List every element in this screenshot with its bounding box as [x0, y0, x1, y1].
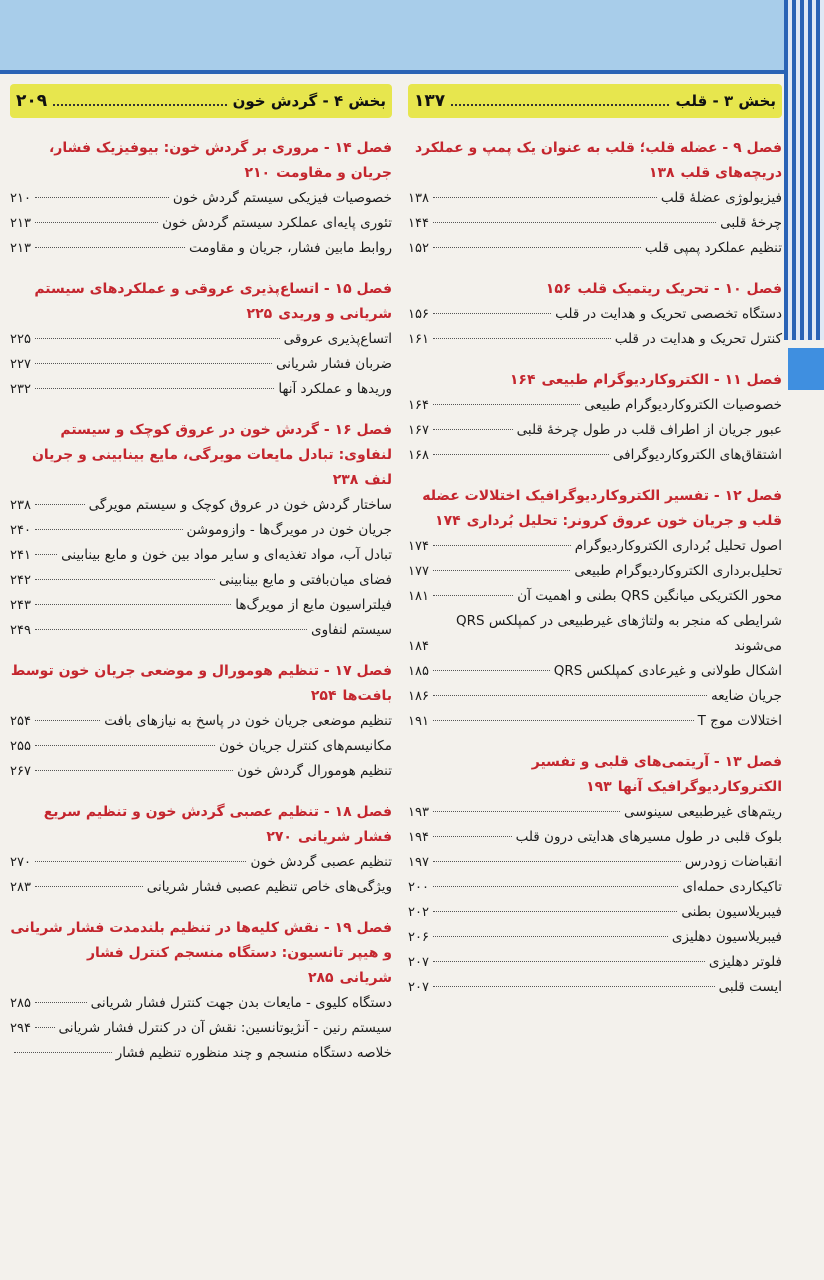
toc-entry[interactable]	[10, 991, 392, 1016]
entry-page: ۱۹۱	[408, 714, 429, 729]
leader-dots	[433, 861, 681, 862]
chapter-title-text: فصل ۱۶ - گردش خون در عروق کوچک و سیستم لنفاوی: تبادل مایعات مویرگی، مایع بینابینی و جریان لنف	[31, 422, 392, 488]
toc-entry[interactable]	[408, 684, 782, 709]
leader-dots	[14, 1052, 112, 1053]
entry-text: اشکال طولانی و غیرعادی کمپلکس QRS	[553, 663, 782, 679]
toc-entry[interactable]	[408, 418, 782, 443]
entry-page: ۱۸۶	[408, 689, 429, 704]
section-header	[10, 84, 392, 118]
entry-page: ۲۴۰	[10, 523, 31, 538]
leader-dots	[433, 961, 705, 962]
chapter-title[interactable]	[10, 277, 392, 327]
entry-page: ۱۷۷	[408, 564, 429, 579]
entry-text: ضربان فشار شریانی	[275, 356, 392, 372]
leader-dots	[433, 545, 571, 546]
page-top-rule	[0, 70, 824, 74]
entry-page: ۱۹۷	[408, 855, 429, 870]
entry-page: ۲۸۵	[10, 996, 31, 1011]
leader-dots	[433, 670, 550, 671]
entry-text: بلوک قلبی در طول مسیرهای هدایتی درون قلب	[515, 829, 782, 845]
leader-dots	[35, 222, 158, 223]
toc-entry[interactable]	[408, 659, 782, 684]
entry-text: فیزیولوژی عضلهٔ قلب	[660, 190, 782, 206]
chapter-page: ۲۵۴	[310, 688, 337, 704]
entry-page: ۱۶۷	[408, 423, 429, 438]
entry-page: ۲۸۳	[10, 880, 31, 895]
entry-text: ریتم‌های غیرطبیعی سینوسی	[624, 804, 782, 820]
entry-text: چرخهٔ قلبی	[720, 215, 782, 231]
chapter-title-text: فصل ۱۰ - تحریک ریتمیک قلب	[577, 281, 782, 297]
chapter-title[interactable]	[10, 418, 392, 493]
leader-dots	[433, 429, 513, 430]
entry-text: ایست قلبی	[718, 979, 782, 995]
page-top-band	[0, 0, 824, 72]
entry-text: ویژگی‌های خاص تنظیم عصبی فشار شریانی	[146, 879, 392, 895]
entry-page: ۲۰۶	[408, 930, 429, 945]
toc-entry[interactable]	[408, 186, 782, 211]
toc-entry[interactable]	[10, 236, 392, 261]
chapter-page: ۲۸۵	[307, 970, 334, 986]
toc-column-right	[408, 84, 782, 1016]
entry-page: ۱۶۸	[408, 448, 429, 463]
toc-entry[interactable]	[10, 850, 392, 875]
entry-page: ۲۰۲	[408, 905, 429, 920]
toc-entry[interactable]	[10, 618, 392, 643]
toc-entry[interactable]	[408, 443, 782, 468]
toc-entry[interactable]	[10, 377, 392, 402]
chapter-title[interactable]	[408, 368, 782, 393]
toc-entry[interactable]	[10, 1041, 392, 1066]
leader-dots	[35, 1002, 87, 1003]
leader-dots	[35, 554, 57, 555]
chapter-block	[10, 136, 392, 261]
toc-entry[interactable]	[408, 236, 782, 261]
entry-text: تنظیم عصبی گردش خون	[250, 854, 392, 870]
leader-dots	[433, 222, 716, 223]
chapter-title-text: فصل ۱۸ - تنظیم عصبی گردش خون و تنظیم سریع فشار شریانی	[43, 804, 392, 845]
entry-text: فلوتر دهلیزی	[708, 954, 782, 970]
entry-page: ۲۵۵	[10, 739, 31, 754]
leader-dots	[433, 986, 715, 987]
entry-page: ۲۱۳	[10, 216, 31, 231]
entry-text: فیبریلاسیون دهلیزی	[671, 929, 782, 945]
chapter-title-text: فصل ۱۵ - اتساع‌پذیری عروقی و عملکردهای سیستم شریانی و وریدی	[34, 281, 392, 322]
toc-entry[interactable]	[10, 327, 392, 352]
leader-dots	[433, 247, 641, 248]
chapter-block	[408, 136, 782, 261]
entry-text: تاکیکاردی حمله‌ای	[682, 879, 782, 895]
leader-dots	[433, 338, 611, 339]
leader-dots	[53, 96, 226, 106]
entry-page: ۲۹۴	[10, 1021, 31, 1036]
toc-entry[interactable]	[408, 534, 782, 559]
toc-entry[interactable]	[408, 925, 782, 950]
leader-dots	[433, 886, 679, 887]
entry-page: ۲۷۰	[10, 855, 31, 870]
section-page: ۲۰۹	[16, 91, 48, 111]
entry-page: ۲۳۸	[10, 498, 31, 513]
toc-entry[interactable]	[408, 302, 782, 327]
entry-text: تنظیم عملکرد پمپی قلب	[644, 240, 782, 256]
toc-entry[interactable]	[408, 559, 782, 584]
chapter-page: ۱۵۶	[545, 281, 572, 297]
entry-page: ۲۴۹	[10, 623, 31, 638]
entry-page: ۲۱۰	[10, 191, 31, 206]
chapter-title[interactable]	[10, 800, 392, 850]
chapter-block	[10, 418, 392, 643]
chapter-title[interactable]	[10, 136, 392, 186]
entry-page: ۱۳۸	[408, 191, 429, 206]
leader-dots	[433, 811, 620, 812]
toc-entry[interactable]	[10, 186, 392, 211]
toc-entry[interactable]	[10, 875, 392, 900]
chapter-block	[10, 659, 392, 784]
leader-dots	[35, 745, 215, 746]
leader-dots	[433, 454, 609, 455]
entry-page: ۲۰۰	[408, 880, 429, 895]
entry-text: تئوری پایه‌ای عملکرد سیستم گردش خون	[162, 215, 392, 231]
toc-entry[interactable]	[408, 850, 782, 875]
chapter-title-text: فصل ۱۱ - الکتروکاردیوگرام طبیعی	[541, 372, 782, 388]
toc-entry[interactable]	[10, 493, 392, 518]
chapter-block	[408, 484, 782, 734]
leader-dots	[433, 911, 677, 912]
entry-page: ۲۰۷	[408, 955, 429, 970]
entry-page: ۲۵۴	[10, 714, 31, 729]
entry-text: تنظیم موضعی جریان خون در پاسخ به نیازهای بافت	[104, 713, 392, 729]
toc-entry[interactable]	[10, 352, 392, 377]
section-title: بخش ۳ - قلب	[675, 92, 776, 110]
toc-entry[interactable]	[10, 593, 392, 618]
toc-entry[interactable]	[408, 709, 782, 734]
entry-page: ۲۴۲	[10, 573, 31, 588]
leader-dots	[433, 936, 668, 937]
entry-page: ۲۳۲	[10, 382, 31, 397]
toc-entry[interactable]	[10, 518, 392, 543]
chapter-title[interactable]	[408, 136, 782, 186]
entry-text: فیبریلاسیون بطنی	[681, 904, 782, 920]
toc-entry[interactable]	[408, 825, 782, 850]
chapter-title-text: فصل ۱۷ - تنظیم هومورال و موضعی جریان خون توسط بافت‌ها	[10, 663, 392, 704]
toc-column-left	[10, 84, 392, 1082]
chapter-title[interactable]	[408, 484, 782, 534]
leader-dots	[35, 720, 100, 721]
section-title: بخش ۴ - گردش خون	[232, 92, 386, 110]
entry-text: اشتقاق‌های الکتروکاردیوگرافی	[612, 447, 782, 463]
chapter-block	[10, 277, 392, 402]
toc-entry[interactable]	[10, 1016, 392, 1041]
entry-page: ۱۸۱	[408, 589, 429, 604]
entry-text: کنترل تحریک و هدایت در قلب	[614, 331, 782, 347]
leader-dots	[35, 388, 274, 389]
toc-entry[interactable]	[408, 327, 782, 352]
leader-dots	[35, 579, 215, 580]
entry-page: ۲۶۷	[10, 764, 31, 779]
toc-entry[interactable]	[10, 568, 392, 593]
chapter-page: ۱۳۸	[648, 165, 675, 181]
toc-entry[interactable]	[408, 211, 782, 236]
leader-dots	[35, 886, 143, 887]
toc-entry[interactable]	[408, 609, 782, 659]
section-header	[408, 84, 782, 118]
chapter-page: ۱۹۳	[586, 779, 612, 795]
toc-entry[interactable]	[10, 709, 392, 734]
chapter-page: ۲۷۰	[266, 829, 292, 845]
toc-entry[interactable]	[408, 875, 782, 900]
entry-text: انقباضات زودرس	[684, 854, 782, 870]
chapter-block	[408, 277, 782, 352]
page-edge-stripes	[784, 0, 824, 340]
entry-text: فیلتراسیون مایع از مویرگ‌ها	[235, 597, 392, 613]
entry-page: ۲۴۳	[10, 598, 31, 613]
leader-dots	[35, 604, 231, 605]
chapter-page: ۲۳۸	[332, 472, 359, 488]
entry-page: ۱۷۴	[408, 539, 429, 554]
entry-text: تبادل آب، مواد تغذیه‌ای و سایر مواد بین خون و مایع بینابینی	[61, 547, 392, 563]
toc-entry[interactable]	[408, 975, 782, 1000]
toc-entry[interactable]	[10, 543, 392, 568]
entry-text: تنظیم هومورال گردش خون	[237, 763, 392, 779]
entry-text: سیستم لنفاوی	[311, 622, 392, 638]
entry-page: ۱۶۴	[408, 398, 429, 413]
chapter-page: ۲۲۵	[246, 306, 273, 322]
entry-text: محور الکتریکی میانگین QRS بطنی و اهمیت آن	[517, 588, 782, 604]
entry-text: دستگاه تخصصی تحریک و هدایت در قلب	[555, 306, 782, 322]
entry-text: اختلالات موج T	[697, 713, 782, 729]
leader-dots	[433, 313, 551, 314]
entry-page: ۱۹۳	[408, 805, 429, 820]
leader-dots	[35, 504, 85, 505]
chapter-title[interactable]	[408, 277, 782, 302]
leader-dots	[35, 529, 183, 530]
chapter-title-text: فصل ۱۴ - مروری بر گردش خون: بیوفیزیک فشار، جریان و مقاومت	[48, 140, 392, 181]
chapter-title-text: فصل ۱۲ - تفسیر الکتروکاردیوگرافیک اختلالات عضله قلب و جریان خون عروق کرونر: تحلیل بُرداری	[422, 488, 782, 529]
entry-text: اصول تحلیل بُرداری الکتروکاردیوگرام	[574, 538, 782, 554]
entry-page: ۱۸۵	[408, 664, 429, 679]
leader-dots	[35, 363, 272, 364]
chapter-title[interactable]	[10, 916, 392, 991]
entry-text: جریان خون در مویرگ‌ها - وازوموشن	[186, 522, 392, 538]
leader-dots	[433, 404, 580, 405]
entry-text: دستگاه کلیوی - مایعات بدن جهت کنترل فشار شریانی	[90, 995, 392, 1011]
entry-page: ۱۵۲	[408, 241, 429, 256]
leader-dots	[35, 770, 233, 771]
entry-text: فضای میان‌بافتی و مایع بینابینی	[219, 572, 392, 588]
leader-dots	[35, 861, 247, 862]
entry-text: ساختار گردش خون در عروق کوچک و سیستم مویرگی	[88, 497, 392, 513]
toc-entry[interactable]	[408, 900, 782, 925]
toc-entry[interactable]	[10, 759, 392, 784]
leader-dots	[433, 197, 657, 198]
leader-dots	[433, 836, 512, 837]
leader-dots	[35, 197, 169, 198]
chapter-page: ۱۶۴	[509, 372, 536, 388]
entry-text: جریان ضایعه	[711, 688, 782, 704]
chapter-title[interactable]	[408, 750, 782, 800]
entry-page: ۲۲۵	[10, 332, 31, 347]
entry-page: ۲۱۳	[10, 241, 31, 256]
chapter-title-text: فصل ۹ - عضله قلب؛ قلب به عنوان یک پمپ و عملکرد دریچه‌های قلب	[414, 140, 782, 181]
leader-dots	[35, 338, 280, 339]
entry-text: سیستم رنین - آنژیوتانسین: نقش آن در کنترل فشار شریانی	[58, 1020, 392, 1036]
leader-dots	[451, 96, 669, 106]
chapter-title[interactable]	[10, 659, 392, 709]
entry-page: ۲۲۷	[10, 357, 31, 372]
entry-text: شرایطی که منجر به ولتاژهای غیرطبیعی در کمپلکس QRS می‌شوند	[456, 613, 782, 654]
entry-text: خصوصیات الکتروکاردیوگرام طبیعی	[584, 397, 782, 413]
toc-entry[interactable]	[408, 800, 782, 825]
leader-dots	[433, 695, 707, 696]
chapter-block	[408, 368, 782, 468]
entry-page: ۲۰۷	[408, 980, 429, 995]
entry-page: ۲۴۱	[10, 548, 31, 563]
chapter-block	[10, 916, 392, 1066]
leader-dots	[433, 720, 694, 721]
entry-text: روابط مابین فشار، جریان و مقاومت	[188, 240, 392, 256]
entry-page: ۱۴۴	[408, 216, 429, 231]
chapter-page: ۱۷۴	[435, 513, 461, 529]
leader-dots	[433, 595, 513, 596]
entry-text: خلاصه دستگاه منسجم و چند منظوره تنظیم فشار	[115, 1045, 392, 1061]
chapter-block	[408, 750, 782, 1000]
entry-text: وریدها و عملکرد آنها	[278, 381, 392, 397]
toc-entry[interactable]	[408, 584, 782, 609]
entry-page: ۱۶۱	[408, 332, 429, 347]
entry-page: ۱۸۴	[408, 639, 429, 654]
leader-dots	[35, 247, 185, 248]
entry-text: اتساع‌پذیری عروقی	[283, 331, 392, 347]
entry-text: تحلیل‌برداری الکتروکاردیوگرام طبیعی	[574, 563, 782, 579]
page-edge-tab	[788, 348, 824, 390]
toc-entry[interactable]	[408, 393, 782, 418]
chapter-block	[10, 800, 392, 900]
chapter-title-text: فصل ۱۹ - نقش کلیه‌ها در تنظیم بلندمدت فشار شریانی و هیپر تانسیون: دستگاه منسجم کنترل فشار شریانی	[10, 920, 392, 986]
toc-entry[interactable]	[10, 211, 392, 236]
entry-text: خصوصیات فیزیکی سیستم گردش خون	[172, 190, 392, 206]
chapter-page: ۲۱۰	[244, 165, 271, 181]
toc-entry[interactable]	[10, 734, 392, 759]
chapter-title-text: فصل ۱۳ - آریتمی‌های قلبی و تفسیر الکتروکاردیوگرافیک آنها	[531, 754, 782, 795]
section-page: ۱۳۷	[414, 91, 446, 111]
entry-text: مکانیسم‌های کنترل جریان خون	[219, 738, 392, 754]
leader-dots	[35, 1027, 55, 1028]
entry-page: ۱۵۶	[408, 307, 429, 322]
leader-dots	[433, 570, 570, 571]
entry-text: عبور جریان از اطراف قلب در طول چرخهٔ قلبی	[516, 422, 782, 438]
toc-entry[interactable]	[408, 950, 782, 975]
entry-page: ۱۹۴	[408, 830, 429, 845]
leader-dots	[35, 629, 307, 630]
